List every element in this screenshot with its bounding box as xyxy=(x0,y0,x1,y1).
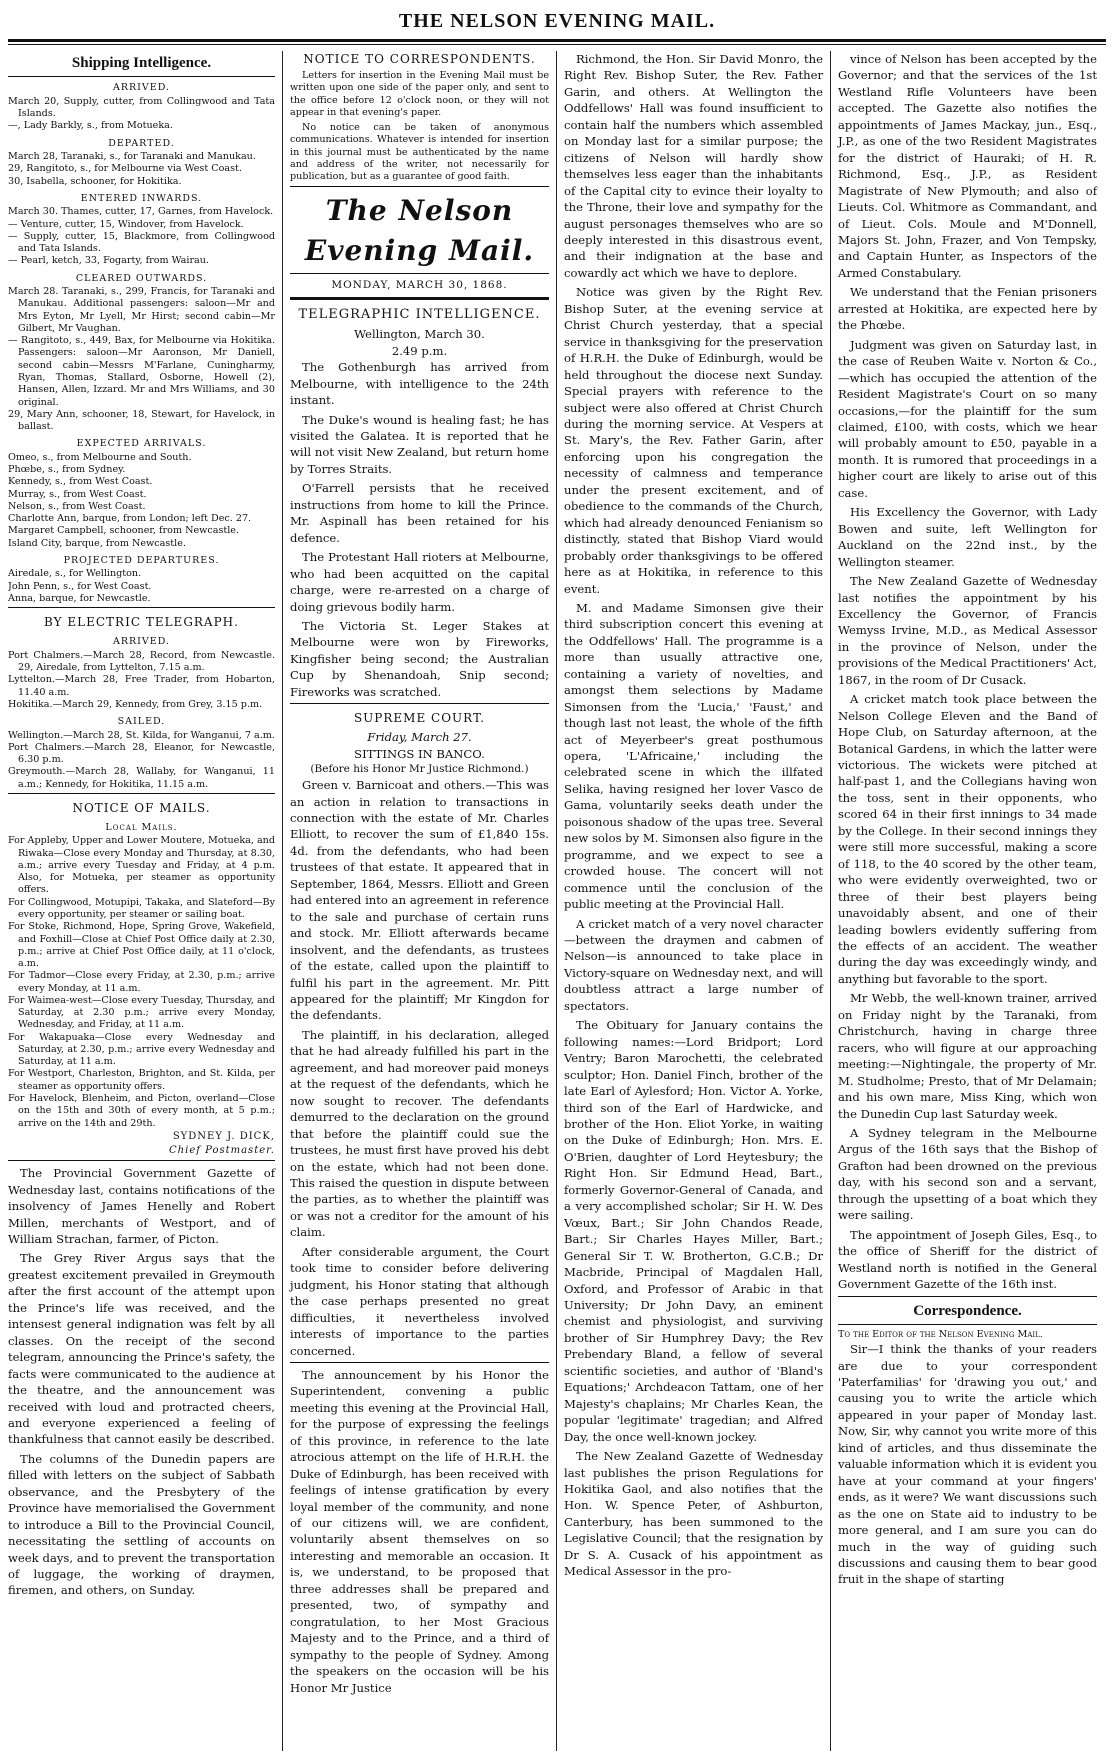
text-paragraph: Hokitika.—March 29, Kennedy, from Grey, 3.15 p.m. xyxy=(8,698,263,710)
text-paragraph: M. and Madame Simonsen give their third subscription concert this evening at the Oddfellows' Hall. The programme is a more than usually attractive one, containing a variety of novelties, and amongst them selections by Madame Simonsen from the 'Lucia,' 'Faust,' and though last not least, the whole of the fifth act of Meyerbeer's great posthumous opera, 'L'Africaine,' including the celebrated scene in which the illfated Selika, having resigned her lover Vasco de Gama, voluntarily seeks death under the poisonous shadow of the upas tree. Several new solos by M. Simonsen also figure in the programme, and we expect to see a crowded house. The concert will not commence until the conclusion of the public meeting at the Provincial Hall. xyxy=(564,600,823,912)
dateline-rule xyxy=(290,297,549,300)
text-paragraph: The New Zealand Gazette of Wednesday last notifies the appointment by his Excellency the Governor, of Francis Wemyss Irvine, M.D., as Medical Assessor in the province of Nelson, under the provisions of the Medical Practitioners' Act, 1867, in the room of Dr Cusack. xyxy=(838,574,1097,687)
telegraphic-time: 2.49 p.m. xyxy=(391,343,448,358)
text-paragraph: No notice can be taken of anonymous communications. Whatever is intended for insertion in this journal must be authenticated by the name and address of the writer, not necessarily for publication, but as a guarantee of good faith. xyxy=(290,122,549,183)
text-paragraph: Judgment was given on Saturday last, in the case of Reuben Waite v. Norton & Co.,—which has occupied the attention of the Resident Magistrate's Court on so many occasions,—for the plaintiff for the sum claimed, £100, with costs, which we hear will probably amount to £50, payable in a month. It is rumored that proceedings in a higher court are likely to arise out of this case. xyxy=(838,337,1097,500)
court-judge: (Before his Honor Mr Justice Richmond.) xyxy=(310,763,529,776)
text-paragraph: For Collingwood, Motupipi, Takaka, and Slateford—By every opportunity, per steamer or sailing boat. xyxy=(8,896,275,920)
column-2 xyxy=(282,51,556,1751)
tel-arrived-heading: ARRIVED. xyxy=(112,636,170,648)
divider xyxy=(8,793,275,794)
tel-sailed-heading: SAILED. xyxy=(117,716,166,728)
telegraphic-heading: TELEGRAPHIC INTELLIGENCE. xyxy=(298,306,541,322)
text-paragraph: vince of Nelson has been accepted by the Governor; and that the services of the 1st Westland Rifle Volunteers have been accepted. The Gazette also notifies the appointments of James Mackay, jun., Esq., J.P., as one of the two Resident Magistrates for the district of Hauraki; of H. R. Richmond, Esq., J.P., as Resident Magistrate of New Plymouth; and also of Lieuts. Col. Whitmore as Commandant, and of Lieut. Cols. Moule and M'Donnell, Majors St. John, Frazer, and Von Tempsky, and Captain Hunter, as Inspectors of the Armed Constabulary. xyxy=(838,52,1097,280)
text-paragraph: The Obituary for January contains the following names:—Lord Bridport; Lord Ventry; Baron Marochetti, the celebrated sculptor; Hon. Daniel Finch, brother of the late Earl of Aylesford; Hon. Victor A. Yorke, third son of the Earl of Hardwicke, and brother of the Hon. Eliot Yorke, in waiting on the Duke of Edinburgh; Hon. Mrs. E. O'Brien, daughter of Lord Heytesbury; the Right Hon. Sir Edmund Head, Bart., formerly Governor-General of Canada, and a very accomplished scholar; Sir H. W. Des Vœux, Bart.; Sir John Chandos Reade, Bart.; Sir Charles Hayes Miller, Bart.; General Sir T. W. Brotherton, G.C.B.; Dr Macbride, Principal of Magdalen Hall, Oxford, and Professor of Arabic in that University; Dr John Davy, an eminent chemist and physiologist, and surviving brother of Sir Humphrey Davy; the Rev Prebendary Bland, a fellow of several scientific societies, and author of 'Bland's Equations;' Archdeacon Tattam, one of her Majesty's chaplains; Mr Charles Kean, the popular 'legitimate' tragedian; and Alfred Day, the once well-known jockey. xyxy=(564,1018,823,1444)
arrived-heading: ARRIVED. xyxy=(112,82,170,94)
telegraph-heading: BY ELECTRIC TELEGRAPH. xyxy=(44,615,239,630)
text-paragraph: For Wakapuaka—Close every Wednesday and Saturday, at 2.30, p.m.; arrive every Wednesday and Saturday, at 11 a.m. xyxy=(8,1031,275,1068)
projected-heading: PROJECTED DEPARTURES. xyxy=(63,554,220,566)
text-paragraph: A cricket match took place between the Nelson College Eleven and the Band of Hope Club, on Saturday afternoon, at the Botanical Gardens, in which the latter were victorious. The wickets were pitched at half-past 1, and the Collegians having won the toss, sent in their opponents, who scored 64 in their first innings to 34 made by the College. In their second innings they were still more successful, making a score of 118, to the 40 scored by the other team, who were evidently overweighted, two or three of their best players being unavoidably absent, and one of their leading bowlers evidently suffering from the effects of an accident. The weather during the day was exceedingly windy, and anything but favorable to the sport. xyxy=(838,692,1097,986)
mails-heading: NOTICE OF MAILS. xyxy=(72,800,211,815)
text-paragraph: For Havelock, Blenheim, and Picton, overland—Close on the 15th and 30th of every month, at 5 p.m.; arrive on the 14th and 29th. xyxy=(8,1092,275,1129)
text-paragraph: Port Chalmers.—March 28, Eleanor, for Newcastle, 6.30 p.m. xyxy=(8,741,275,766)
court-heading: SUPREME COURT. xyxy=(353,711,486,726)
cleared-heading: CLEARED OUTWARDS. xyxy=(75,272,208,284)
text-paragraph: Murray, s., from West Coast. xyxy=(8,488,147,500)
shipping-title: Shipping Intelligence. xyxy=(71,55,212,71)
mails-signature: SYDNEY J. DICK, xyxy=(172,1130,275,1142)
divider xyxy=(8,607,275,608)
text-paragraph: — Venture, cutter, 15, Windover, from Havelock. xyxy=(8,218,244,230)
text-paragraph: Port Chalmers.—March 28, Record, from Newcastle. 29, Airedale, from Lyttelton, 7.15 a.m. xyxy=(8,649,275,674)
correspondence-list xyxy=(838,1341,1097,1588)
arrived-list xyxy=(8,96,275,133)
text-paragraph: — Rangitoto, s., 449, Bax, for Melbourne via Hokitika. Passengers: saloon—Mr Aaronson, Mr Daniell, second cabin—Messrs M'Farlane, Cuningharmy, Ryan, Thomas, Stallard, Osborne, Howell (2), Hansen, Allen, Izzard. Mr and Mrs Williams, and 30 original. xyxy=(8,335,275,408)
correspondence-to: To the Editor of the Nelson Evening Mail. xyxy=(838,1328,1043,1340)
expected-list xyxy=(8,452,275,550)
text-paragraph: Lyttelton.—March 28, Free Trader, from Hobarton, 11.40 a.m. xyxy=(8,674,275,698)
text-paragraph: Green v. Barnicoat and others.—This was an action in relation to transactions in connection with the estate of Mr. Charles Elliott, to recover the sum of £1,840 15s. 4d. from the defendants, who had been trustees of that estate. It appeared that in September, 1864, Messrs. Elliott and Green had entered into an agreement in reference to the sale and purchase of certain runs and stock. Mr. Elliott afterwards became insolvent, and the defendants, as trustees of the estate, called upon the plaintiff to fulfil his part in the agreement. Mr. Pitt appeared for the plaintiff; Mr Kingdon for the defendants. xyxy=(290,778,549,1023)
masthead: THE NELSON EVENING MAIL. xyxy=(398,10,716,32)
text-paragraph: March 28, Taranaki, s., for Taranaki and Manukau. xyxy=(8,151,256,163)
text-paragraph: Island City, barque, from Newcastle. xyxy=(8,537,186,549)
text-paragraph: Anna, barque, for Newcastle. xyxy=(8,592,151,604)
notice-heading: NOTICE TO CORRESPONDENTS. xyxy=(303,52,536,66)
text-paragraph: The Gothenburgh has arrived from Melbourne, with intelligence to the 24th instant. xyxy=(290,360,549,408)
correspondence-title: Correspondence. xyxy=(913,1302,1022,1319)
dateline: MONDAY, MARCH 30, 1868. xyxy=(331,278,508,291)
text-paragraph: O'Farrell persists that he received instructions from home to kill the Prince. Mr. Aspinall has been retained for his defence. xyxy=(290,481,549,545)
text-paragraph: John Penn, s., for West Coast. xyxy=(8,580,152,592)
text-paragraph: The columns of the Dunedin papers are filled with letters on the subject of Sabbath observance, and the Presbytery of the Province have memorialised the Government to introduce a Bill to the Provincial Council, necessitating the settling of accounts on week days, and to prevent the transportation of luggage, the working of draymen, firemen, and others, on Sunday. xyxy=(8,1451,275,1598)
text-paragraph: Wellington.—March 28, St. Kilda, for Wanganui, 7 a.m. xyxy=(8,729,275,741)
masthead-rule-thin xyxy=(8,44,1106,45)
column-4 xyxy=(830,51,1104,1751)
text-paragraph: The plaintiff, in his declaration, alleged that he had already fulfilled his part in the agreement, and had moreover paid moneys at the request of the defendants, which he now sought to recover. The defendants demurred to the declaration on the ground that before the plaintiff could sue the trustees, he must first have proved his debt on the estate, which had not been done. This raised the question in dispute between the parties, as to whether the plaintiff was or was not a creditor for the amount of his claim. xyxy=(290,1027,549,1240)
text-paragraph: 29, Rangitoto, s., for Melbourne via West Coast. xyxy=(8,163,242,175)
text-paragraph: The appointment of Joseph Giles, Esq., to the office of Sheriff for the district of Westland north is notified in the General Government Gazette of the 16th inst. xyxy=(838,1227,1097,1292)
text-paragraph: Notice was given by the Right Rev. Bishop Suter, at the evening service at Christ Church yesterday, that a special service in thanksgiving for the preservation of H.R.H. the Duke of Edinburgh, would be held throughout the diocese next Sunday. Special prayers with reference to the subject were also offered at Christ Church during the morning service. At Vespers at St. Mary's, the Rev. Father Garin, after enforcing upon his congregation the necessity of calmness and temperance under the present excitement, and of obedience to the commands of the Church, which had already denounced Fenianism so distinctly, stated that Bishop Viard would probably order thanksgivings to be offered here as at Hokitika, in reference to this event. xyxy=(564,285,823,596)
mails-subheading: Local Mails. xyxy=(105,821,178,833)
text-paragraph: The Protestant Hall rioters at Melbourne, who had been acquitted on the capital charge, were re-arrested on a charge of doing grievous bodily harm. xyxy=(290,550,549,614)
column-1 xyxy=(8,51,282,1751)
text-paragraph: March 20, Supply, cutter, from Collingwood and Tata Islands. xyxy=(8,95,275,120)
text-paragraph: The Grey River Argus says that the greatest excitement prevailed in Greymouth after the first account of the attempt upon the Prince's life was received, and the intensest general indignation was felt by all classes. On the receipt of the second telegram, announcing the Prince's safety, the facts were communicated to the audience at the theatre, and the announcement was received with loud and protracted cheers, and everyone experienced a feeling of thankfulness that cannot easily be described. xyxy=(8,1251,275,1447)
tel-arrived-list xyxy=(8,650,275,711)
text-paragraph: —, Lady Barkly, s., from Motueka. xyxy=(8,120,173,132)
court-list xyxy=(290,777,549,1359)
text-paragraph: Greymouth.—March 28, Wallaby, for Wanganui, 11 a.m.; Kennedy, for Hokitika, 11.15 a.m. xyxy=(8,766,275,790)
tel-sailed-list xyxy=(8,730,275,791)
text-paragraph: Margaret Campbell, schooner, from Newcastle. xyxy=(8,525,240,537)
text-paragraph: A Sydney telegram in the Melbourne Argus of the 16th says that the Bishop of Grafton had been drowned on the previous day, with his second son and a servant, through the upsetting of a boat which they were sailing. xyxy=(838,1126,1097,1223)
text-paragraph: Phœbe, s., from Sydney. xyxy=(8,464,126,476)
text-paragraph: — Supply, cutter, 15, Blackmore, from Collingwood and Tata Islands. xyxy=(8,230,275,255)
divider xyxy=(290,273,549,274)
text-paragraph: Omeo, s., from Melbourne and South. xyxy=(8,451,192,463)
text-paragraph: After considerable argument, the Court took time to consider before delivering judgment, his Honor stating that although the case perhaps presented no great difficulties, it nevertheless involved interests of importance to the parties concerned. xyxy=(290,1244,549,1358)
text-paragraph: For Appleby, Upper and Lower Moutere, Motueka, and Riwaka—Close every Monday and Thursday, at 8.30, a.m.; arrive every Tuesday and Friday, at 4 p.m. Also, for Motueka, per steamer as opportunity offers. xyxy=(8,835,275,896)
divider xyxy=(8,76,275,77)
divider xyxy=(290,703,549,704)
text-paragraph: Sir—I think the thanks of your readers are due to your correspondent 'Paterfamilias' for 'drawing you out,' and causing you to write the article which appeared in your paper of Monday last. Now, Sir, why cannot you write more of this kind of articles, and thus disseminate the valuable information which it is evident you have at your command at your fingers' ends, as it were? We want discussions such as the one on State aid to industry to be more general, and I am sure you can do much in the way of guiding such discussions and causing them to bear good fruit in the shape of starting xyxy=(838,1342,1097,1587)
text-paragraph: Mr Webb, the well-known trainer, arrived on Friday night by the Taranaki, from Christchurch, having in charge three racers, who will figure at our approaching meeting:—Nightingale, the property of Mr. M. Studholme; Presto, that of Mr Delamain; and his own mare, Miss King, which won the Dunedin Cup last Saturday week. xyxy=(838,991,1097,1121)
expected-heading: EXPECTED ARRIVALS. xyxy=(76,438,207,450)
notice-list xyxy=(290,70,549,183)
col4-paragraphs xyxy=(838,51,1097,1293)
text-paragraph: For Waimea-west—Close every Tuesday, Thursday, and Saturday, at 2.30 p.m.; arrive every Monday, Wednesday, and Friday, at 11 a.m. xyxy=(8,994,275,1031)
mails-signature-title: Chief Postmaster. xyxy=(169,1144,275,1156)
divider xyxy=(290,1362,549,1363)
projected-list xyxy=(8,568,275,605)
text-paragraph: For Westport, Charleston, Brighton, and St. Kilda, per steamer as opportunity offers. xyxy=(8,1068,275,1092)
text-paragraph: The announcement by his Honor the Superintendent, convening a public meeting this evening at the Provincial Hall, for the purpose of expressing the feelings of this province, in reference to the late atrocious attempt on the life of H.R.H. the Duke of Edinburgh, has been received with feelings of intense gratification by every loyal member of the community, and none of our citizens will, we are confident, voluntarily absent themselves on so interesting and memorable an occasion. It is, we understand, to be proposed that three addresses shall be prepared and presented, two, of sympathy and congratulation, to her Most Gracious Majesty and to the Prince, and a third of sympathy to the people of Sydney. Among the speakers on the occasion will be his Honor Mr Justice xyxy=(290,1367,549,1695)
divider xyxy=(838,1324,1097,1325)
text-paragraph: March 28. Taranaki, s., 299, Francis, for Taranaki and Manukau. Additional passengers: saloon—Mr and Mrs Eyton, Mr Lyell, Mr Hirst; second cabin—Mr Gilbert, Mr Vaughan. xyxy=(8,286,275,334)
telegraphic-list xyxy=(290,359,549,700)
text-paragraph: Letters for insertion in the Evening Mail must be written upon one side of the paper only, and sent to the office before 12 o'clock noon, or they will not appear in that evening's paper. xyxy=(290,70,549,118)
text-paragraph: 29, Mary Ann, schooner, 18, Stewart, for Havelock, in ballast. xyxy=(8,408,275,433)
text-paragraph: A cricket match of a very novel character—between the draymen and cabmen of Nelson—is announced to take place in Victory-square on Wednesday next, and will doubtless attract a large number of spectators. xyxy=(564,916,823,1013)
col1-paragraphs xyxy=(8,1165,275,1599)
departed-list xyxy=(8,151,275,188)
entered-list xyxy=(8,206,275,267)
column-3 xyxy=(556,51,830,1751)
court-date: Friday, March 27. xyxy=(367,730,472,745)
text-paragraph: For Stoke, Richmond, Hope, Spring Grove, Wakefield, and Foxhill—Close at Chief Post Office daily at 2.30, p.m.; arrive at Chief Post Office daily, at 11 o'clock, a.m. xyxy=(8,921,275,970)
text-paragraph: The Duke's wound is healing fast; he has visited the Galatea. It is reported that he will not visit New Zealand, but return home by Torres Straits. xyxy=(290,412,549,476)
mails-list xyxy=(8,835,275,1129)
masthead-rule xyxy=(8,39,1106,42)
text-paragraph: Kennedy, s., from West Coast. xyxy=(8,476,153,488)
text-paragraph: We understand that the Fenian prisoners arrested at Hokitika, are expected here by the Phœbe. xyxy=(838,285,1097,333)
text-paragraph: — Pearl, ketch, 33, Fogarty, from Wairau. xyxy=(8,255,209,267)
text-paragraph: Airedale, s., for Wellington. xyxy=(8,568,142,580)
text-paragraph: The Provincial Government Gazette of Wednesday last, contains notifications of the insolvency of James Henelly and Robert Millen, merchants of Westport, and of William Strachan, farmer, of Picton. xyxy=(8,1166,275,1246)
divider xyxy=(8,1160,275,1161)
col3-paragraphs xyxy=(564,51,823,1580)
entered-heading: ENTERED INWARDS. xyxy=(80,192,203,204)
text-paragraph: Charlotte Ann, barque, from London; left Dec. 27. xyxy=(8,513,252,525)
text-paragraph: March 30. Thames, cutter, 17, Garnes, from Havelock. xyxy=(8,206,274,218)
text-paragraph: For Tadmor—Close every Friday, at 2.30, p.m.; arrive every Monday, at 11 a.m. xyxy=(8,970,275,994)
columns xyxy=(8,51,1106,1751)
nameplate: The Nelson Evening Mail. xyxy=(304,194,535,268)
divider xyxy=(838,1296,1097,1297)
text-paragraph: His Excellency the Governor, with Lady Bowen and suite, left Wellington for Auckland on the 22nd inst., by the Wellington steamer. xyxy=(838,505,1097,569)
telegraphic-place: Wellington, March 30. xyxy=(354,327,485,342)
court-subheading: SITTINGS IN BANCO. xyxy=(354,746,485,761)
divider xyxy=(290,186,549,187)
text-paragraph: 30, Isabella, schooner, for Hokitika. xyxy=(8,175,182,187)
text-paragraph: Nelson, s., from West Coast. xyxy=(8,500,146,512)
text-paragraph: Richmond, the Hon. Sir David Monro, the Right Rev. Bishop Suter, the Rev. Father Garin, and others. At Wellington the Oddfellows' Hall was found insufficient to contain half the numbers which assembled on Monday last for a similar purpose; the citizens of Nelson will hardly show themselves less eager than the inhabitants of the Capital city to evince their loyalty to the Throne, their love and sympathy for the august personages themselves who are so deeply interested in this disastrous event, and their indignation at the base and cowardly act which we have to deplore. xyxy=(564,52,823,280)
cleared-list xyxy=(8,286,275,433)
text-paragraph: The Victoria St. Leger Stakes at Melbourne were won by Fireworks, Kingfisher being second; the Australian Cup by Shenandoah, Snip second; Fireworks was scratched. xyxy=(290,618,549,699)
departed-heading: DEPARTED. xyxy=(108,137,175,149)
col2-after-list xyxy=(290,1367,549,1696)
text-paragraph: The New Zealand Gazette of Wednesday last publishes the prison Regulations for Hokitika Gaol, and also notifies that the Hon. W. Spence Peter, of Ashburton, Canterbury, has been summoned to the Legislative Council; that the resignation by Dr S. A. Cusack of his appointment as Medical Assessor in the pro- xyxy=(564,1449,823,1579)
